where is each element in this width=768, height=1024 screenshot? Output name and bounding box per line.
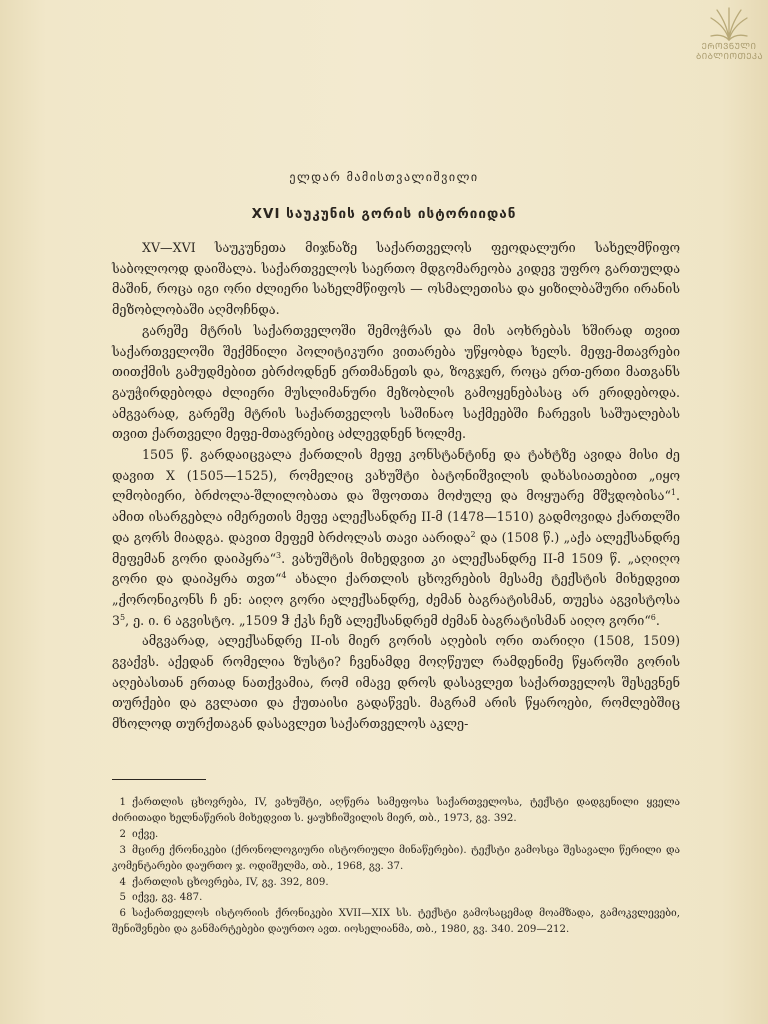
footnote-item <box>112 890 680 906</box>
paragraph-text: . ვახუშტის მიხედვით კი ალექსანდრე II-მ 1509 წ. „აღიღო გორი და დაიპყრა თვთ“ <box>112 550 680 587</box>
paragraph-text: . <box>655 612 660 628</box>
footnote-number: 5 <box>119 892 126 904</box>
paragraph-text: , ე. ი. 6 აგვისტო. „1509 ჵ ქკს ჩეზ ალექსანდრემ ძემან ბაგრატისმან აიღო გორი“ <box>125 612 651 628</box>
body-paragraph <box>112 445 680 631</box>
stamp-text-line-2: ᲑᲘᲑᲚᲘᲝᲗᲔᲙᲐ <box>696 52 764 62</box>
footnote-marker: 6 <box>650 612 656 622</box>
footnote-text: ქართლის ცხოვრება, IV, გვ. 392, 809. <box>132 876 329 888</box>
footnote-number: 1 <box>119 797 126 808</box>
paragraph-text: და (1508 წ.) „აქა ალექსანდრე მეფემან გორი დაიპყრა“ <box>112 529 680 566</box>
library-stamp <box>696 6 762 68</box>
body-paragraph <box>112 321 680 445</box>
footnote-text: იქვე. <box>132 828 159 840</box>
paragraph-text: ახალი ქართლის ცხოვრების მესამე ტექსტის მიხედვით „ქორონიკონს ჩ ენ: აიღო გორი ალექსანდრე, ძემან ბაგრატისმან, თუესა აგვისტოსა 3 <box>112 571 680 628</box>
article-title: XVI საუკუნის გორის ისტორიიდან <box>251 206 517 222</box>
footnote-marker: 3 <box>276 550 282 560</box>
footnote-marker: 5 <box>120 612 126 622</box>
body-paragraph <box>112 238 680 321</box>
author-name: ელდარ მამისთვალიშვილი <box>289 170 479 184</box>
paragraph-text: 1505 წ. გარდაიცვალა ქართლის მეფე კონსტანტინე და ტახტზე ავიდა მისი ძე დავით X (1505—1525), რომელიც ვახუშტი ბატონიშვილის დახასიათებით „იყო ლმობიერი, ბრძოლა-შლილობათა და შფოთთა მოძულე და მოყუარე მშჳდობისა“ <box>112 447 680 504</box>
footnote-number: 2 <box>119 828 126 840</box>
footnote-text: იქვე, გვ. 487. <box>132 892 203 904</box>
footnote-text: მცირე ქრონიკები (ქრონოლოგიური ისტორიული მინაწერები). ტექსტი გამოსცა შესავალი წერილი და კომენტარები დაურთო ჯ. ოდიშელმა, თბ., 1968, გვ. 37. <box>112 844 680 872</box>
footnote-number: 4 <box>119 876 126 888</box>
footnote-item <box>112 906 680 938</box>
footnote-item <box>112 875 680 891</box>
footnote-item <box>112 827 680 843</box>
footnote-text: ქართლის ცხოვრება, IV, ვახუშტი, აღწერა სამეფოსა საქართველოსა, ტექსტი დადგენილი ყველა ძირითადი ხელნაწერის მიხედვით ს. ყაუხჩიშვილის მიერ, თბ., 1973, გვ. 392. <box>112 797 680 824</box>
stamp-text-line-1: ᲔᲠᲝᲕᲜᲣᲚᲘ <box>701 42 757 52</box>
paragraph-text: XV—XVI საუკუნეთა მიჯნაზე საქართველოს ფეოდალური სახელმწიფო საბოლოოდ დაიშალა. საქართველოს საერთო მდგომარეობა კიდევ უფრო გართულდა მაშინ, როცა იგი ორი ძლიერი სახელმწიფოს — ოსმალეთისა და ყიზილბაშური ირანის მეზობლობაში აღმოჩნდა. <box>112 240 680 318</box>
paragraph-text: . ამით ისარგებლა იმერეთის მეფე ალექსანდრე II-მ (1478—1510) გადმოვიდა ქართლში და გორს მიადგა. დავით მეფემ ბრძოლას თავი აარიდა <box>112 488 680 545</box>
footnote-marker: 2 <box>470 529 476 539</box>
paragraph-text: გარეშე მტრის საქართველოში შემოჭრას და მის აოხრებას ხშირად თვით საქართველოში შექმნილი პოლიტიკური ვითარება უწყობდა ხელს. მეფე-მთავრები თითქმის გამუდმებით ებრძოდნენ ერთმანეთს და, ზოგჯერ, როცა ერთ-ერთი მათგანს გაუჭირდებოდა ძლიერი მუსლიმანური მეზობლის გამოყენებასაც არ ერიდებოდა. ამგვარად, გარეშე მტრის საქართველოს საშინაო საქმეებში ჩარევის საშუალებას თვით ქართველი მეფე-მთავრებიც აძლევდნენ ხოლმე. <box>112 322 680 442</box>
footnote-marker: 1 <box>670 488 676 498</box>
paragraph-text: ამგვარად, ალექსანდრე II-ის მიერ გორის აღების ორი თარიღი (1508, 1509) გვაქვს. აქედან რომელია ზუსტი? ჩვენამდე მოღწეულ რამდენიმე წყაროში გორის აღებასთან ერთად ნათქვამია, რომ იმავე დროს დასავლეთ საქართველოს შესევნენ თურქები და გვლათი და ქუთაისი გადაწვეს. მაგრამ არის წყაროები, რომლებშიც მხოლოდ თურქთაგან დასავლეთ საქართველოს აკლე- <box>112 633 680 732</box>
footnote-number: 6 <box>119 908 126 920</box>
footnote-item <box>112 843 680 875</box>
book-leaf-logo-icon <box>707 6 751 42</box>
footnote-item <box>112 795 680 827</box>
footnote-divider <box>112 779 206 780</box>
footnote-text: საქართველოს ისტორიის ქრონიკები XVII—XIX სს. ტექსტი გამოსაცემად მოამზადა, გამოკვლევები, შენიშვნები და განმარტებები დაურთო ავთ. იოსელიანმა, თბ., 1980, გვ. 340. 209—212. <box>112 908 680 936</box>
body-paragraph <box>112 631 680 735</box>
footnote-marker: 4 <box>281 571 287 581</box>
article-body <box>112 238 680 735</box>
footnotes <box>112 795 680 938</box>
footnote-number: 3 <box>119 844 126 856</box>
